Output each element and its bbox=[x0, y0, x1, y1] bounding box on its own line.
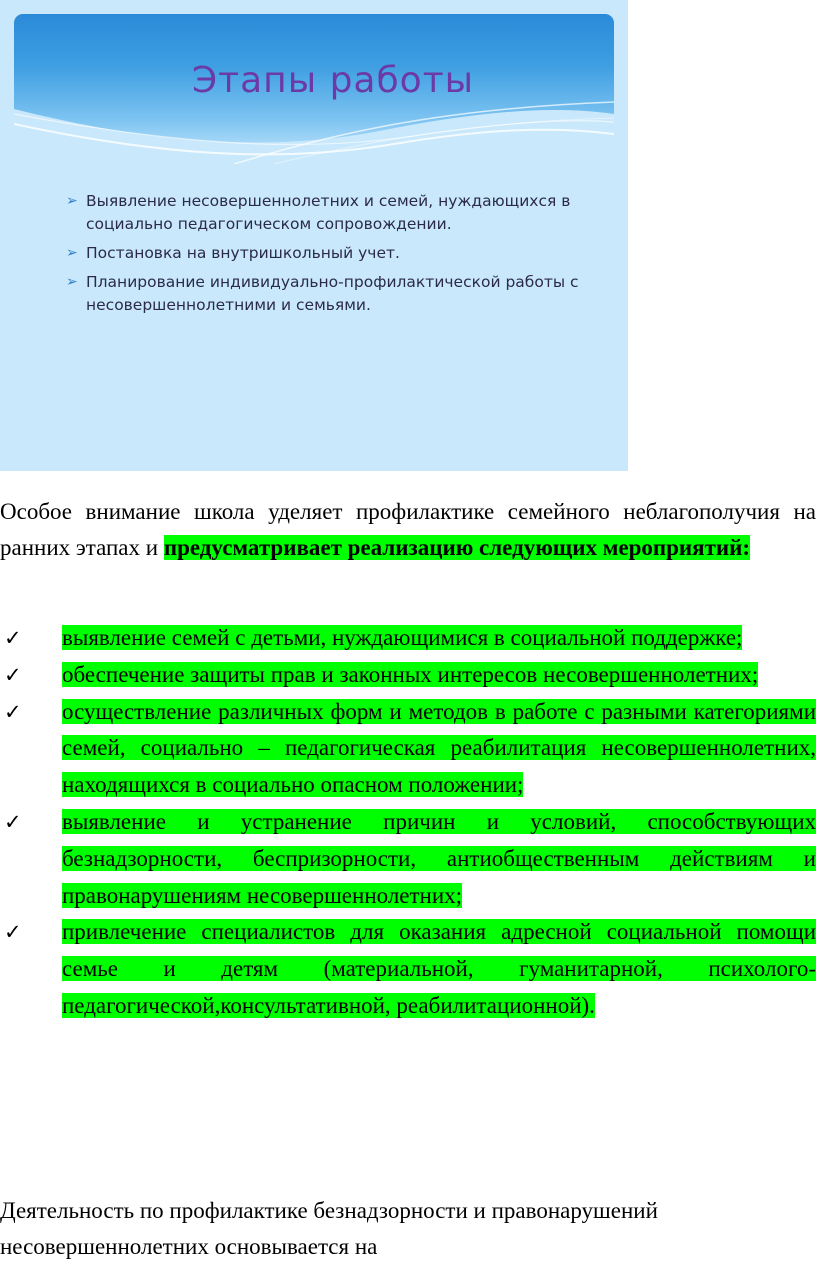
slide-image bbox=[0, 0, 628, 471]
arrow-bullet-icon: ➢ bbox=[66, 274, 78, 290]
slide-header bbox=[14, 14, 614, 164]
checkmark-icon: ✓ bbox=[4, 809, 22, 834]
arrow-bullet-icon: ➢ bbox=[66, 193, 78, 209]
checklist-item: ✓ выявление и устранение причин и условий, способствующих безнадзорности, беспризорности, антиобщественным действиям и правонарушениям несовершеннолетних; bbox=[0, 804, 816, 914]
highlighted-phrase: предусматривает реализацию следующих мероприятий: bbox=[163, 535, 751, 560]
checkmark-icon: ✓ bbox=[4, 699, 22, 724]
slide-bullet: ➢ Планирование индивидуально-профилактической работы с несовершеннолетними и семьями. bbox=[66, 273, 579, 314]
slide-bullet-list bbox=[66, 190, 586, 323]
slide-title: Этапы работы bbox=[192, 60, 475, 101]
checkmark-icon: ✓ bbox=[4, 920, 22, 945]
checkmark-icon: ✓ bbox=[4, 626, 22, 650]
closing-paragraph: Деятельность по профилактике безнадзорности и правонарушений несовершеннолетних основывается на bbox=[0, 1198, 658, 1259]
slide-bullet: ➢ Выявление несовершеннолетних и семей, нуждающихся в социально педагогическом сопровождении. bbox=[66, 192, 571, 233]
checklist-item: ✓ обеспечение защиты прав и законных интересов несовершеннолетних; bbox=[0, 657, 816, 694]
checklist-item: ✓ осуществление различных форм и методов в работе с разными категориями семей, социально – педагогическая реабилитация несовершеннолетних, находящихся в социально опасном положении; bbox=[0, 694, 816, 804]
checkmark-icon: ✓ bbox=[4, 662, 22, 687]
checklist-item: ✓ выявление семей с детьми, нуждающимися в социальной поддержке; bbox=[0, 620, 816, 657]
arrow-bullet-icon: ➢ bbox=[66, 245, 78, 261]
intro-paragraph: Особое внимание школа уделяет профилактике семейного неблагополучия на ранних этапах и предусматривает реализацию следующих мероприятий: bbox=[0, 499, 816, 560]
checklist-item: ✓ привлечение специалистов для оказания адресной социальной помощи семье и детям (материальной, гуманитарной, психолого-педагогической,консультативной, реабилитационной). bbox=[0, 914, 816, 1024]
measures-checklist bbox=[0, 620, 816, 1025]
slide-bullet: ➢ Постановка на внутришкольный учет. bbox=[66, 242, 586, 265]
